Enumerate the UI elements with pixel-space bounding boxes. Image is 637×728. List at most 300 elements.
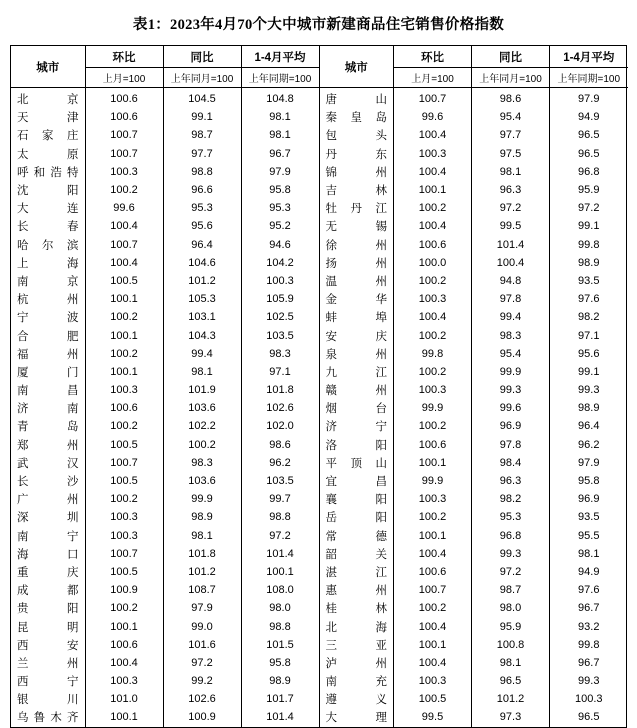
cell-city: 济 南 bbox=[17, 403, 79, 416]
cell-avg: 98.9 bbox=[550, 254, 628, 272]
cell-avg: 102.6 bbox=[241, 399, 319, 417]
table-row bbox=[11, 563, 319, 581]
cell-avg: 95.3 bbox=[241, 199, 319, 217]
cell-yoy: 97.9 bbox=[163, 599, 241, 617]
table-row bbox=[320, 672, 628, 690]
table-right bbox=[320, 46, 628, 727]
cell-yoy: 104.6 bbox=[163, 254, 241, 272]
cell-avg: 97.2 bbox=[550, 199, 628, 217]
cell-mom: 100.3 bbox=[85, 672, 163, 690]
cell-mom: 100.4 bbox=[394, 654, 472, 672]
table-row bbox=[11, 363, 319, 381]
cell-avg: 98.6 bbox=[241, 436, 319, 454]
cell-city: 长 春 bbox=[17, 221, 79, 234]
table-row bbox=[11, 290, 319, 308]
cell-yoy: 99.2 bbox=[163, 672, 241, 690]
cell-yoy: 102.2 bbox=[163, 417, 241, 435]
cell-avg: 101.4 bbox=[241, 708, 319, 726]
cell-mom: 100.1 bbox=[85, 363, 163, 381]
cell-avg: 93.2 bbox=[550, 617, 628, 635]
cell-city: 秦 皇 岛 bbox=[325, 112, 387, 125]
cell-mom: 100.1 bbox=[85, 708, 163, 726]
cell-yoy: 95.4 bbox=[472, 345, 550, 363]
cell-avg: 98.3 bbox=[241, 345, 319, 363]
table-right-body bbox=[320, 88, 628, 727]
cell-city: 襄 阳 bbox=[325, 494, 387, 507]
cell-mom: 100.6 bbox=[394, 236, 472, 254]
cell-mom: 100.4 bbox=[85, 254, 163, 272]
table-row bbox=[11, 217, 319, 235]
table-row bbox=[320, 345, 628, 363]
cell-avg: 98.1 bbox=[241, 126, 319, 144]
cell-avg: 95.8 bbox=[241, 181, 319, 199]
cell-city: 长 沙 bbox=[17, 476, 79, 489]
cell-yoy: 99.9 bbox=[163, 490, 241, 508]
table-row bbox=[11, 599, 319, 617]
cell-mom: 100.2 bbox=[85, 345, 163, 363]
cell-yoy: 100.4 bbox=[472, 254, 550, 272]
cell-yoy: 103.6 bbox=[163, 472, 241, 490]
cell-mom: 100.2 bbox=[394, 199, 472, 217]
cell-mom: 100.4 bbox=[394, 545, 472, 563]
table-row bbox=[320, 472, 628, 490]
cell-yoy: 99.4 bbox=[163, 345, 241, 363]
cell-avg: 101.8 bbox=[241, 381, 319, 399]
cell-yoy: 97.5 bbox=[472, 145, 550, 163]
cell-city: 南 宁 bbox=[17, 530, 79, 543]
cell-mom: 100.3 bbox=[394, 145, 472, 163]
cell-yoy: 98.3 bbox=[163, 454, 241, 472]
cell-yoy: 96.3 bbox=[472, 181, 550, 199]
table-row bbox=[11, 490, 319, 508]
cell-yoy: 104.3 bbox=[163, 326, 241, 344]
column-group-mom: 环比 bbox=[85, 46, 163, 68]
cell-mom: 100.2 bbox=[394, 363, 472, 381]
cell-yoy: 101.2 bbox=[472, 690, 550, 708]
cell-avg: 103.5 bbox=[241, 472, 319, 490]
cell-mom: 100.6 bbox=[85, 108, 163, 126]
table-row bbox=[11, 236, 319, 254]
table-left-head bbox=[11, 46, 319, 88]
cell-city: 温 州 bbox=[325, 275, 387, 288]
cell-city: 上 海 bbox=[17, 257, 79, 270]
cell-avg: 99.3 bbox=[550, 672, 628, 690]
cell-avg: 95.2 bbox=[241, 217, 319, 235]
cell-yoy: 96.6 bbox=[163, 181, 241, 199]
cell-avg: 101.5 bbox=[241, 636, 319, 654]
cell-mom: 100.4 bbox=[394, 163, 472, 181]
table-left bbox=[11, 46, 320, 727]
cell-avg: 103.5 bbox=[241, 326, 319, 344]
cell-avg: 98.1 bbox=[241, 108, 319, 126]
cell-mom: 100.6 bbox=[85, 636, 163, 654]
table-row bbox=[11, 399, 319, 417]
cell-mom: 100.1 bbox=[85, 290, 163, 308]
table-row bbox=[11, 581, 319, 599]
cell-mom: 100.4 bbox=[394, 308, 472, 326]
table-row bbox=[320, 363, 628, 381]
cell-yoy: 98.0 bbox=[472, 599, 550, 617]
cell-yoy: 98.6 bbox=[472, 88, 550, 109]
table-row bbox=[320, 454, 628, 472]
cell-yoy: 101.4 bbox=[472, 236, 550, 254]
cell-avg: 105.9 bbox=[241, 290, 319, 308]
cell-city: 银 川 bbox=[17, 694, 79, 707]
cell-avg: 96.7 bbox=[550, 599, 628, 617]
table-row bbox=[320, 163, 628, 181]
table-row bbox=[11, 508, 319, 526]
cell-yoy: 101.9 bbox=[163, 381, 241, 399]
table-row bbox=[320, 545, 628, 563]
table-row bbox=[320, 108, 628, 126]
table-row bbox=[320, 654, 628, 672]
cell-city: 泉 州 bbox=[325, 348, 387, 361]
cell-mom: 100.7 bbox=[85, 236, 163, 254]
cell-yoy: 101.6 bbox=[163, 636, 241, 654]
cell-city: 贵 阳 bbox=[17, 603, 79, 616]
cell-mom: 100.7 bbox=[394, 581, 472, 599]
table-row bbox=[11, 254, 319, 272]
cell-mom: 100.3 bbox=[394, 490, 472, 508]
cell-yoy: 97.2 bbox=[163, 654, 241, 672]
cell-mom: 100.5 bbox=[85, 563, 163, 581]
cell-mom: 101.0 bbox=[85, 690, 163, 708]
page-title: 表1：2023年4月70个大中城市新建商品住宅销售价格指数 bbox=[132, 17, 505, 33]
table-row bbox=[11, 527, 319, 545]
table-row bbox=[320, 617, 628, 635]
cell-mom: 99.9 bbox=[394, 472, 472, 490]
cell-mom: 100.1 bbox=[394, 527, 472, 545]
cell-yoy: 98.3 bbox=[472, 326, 550, 344]
column-base-yoy: 上年同月=100 bbox=[163, 68, 241, 88]
table-row bbox=[11, 108, 319, 126]
cell-avg: 97.6 bbox=[550, 581, 628, 599]
cell-mom: 99.6 bbox=[85, 199, 163, 217]
cell-avg: 97.2 bbox=[241, 527, 319, 545]
cell-mom: 100.7 bbox=[85, 454, 163, 472]
cell-mom: 100.5 bbox=[85, 436, 163, 454]
cell-avg: 95.6 bbox=[550, 345, 628, 363]
cell-mom: 99.8 bbox=[394, 345, 472, 363]
cell-yoy: 97.8 bbox=[472, 436, 550, 454]
table-left-body bbox=[11, 88, 319, 727]
table-row bbox=[11, 436, 319, 454]
cell-avg: 94.9 bbox=[550, 563, 628, 581]
cell-avg: 95.9 bbox=[550, 181, 628, 199]
cell-avg: 98.8 bbox=[241, 508, 319, 526]
cell-yoy: 99.0 bbox=[163, 617, 241, 635]
cell-city: 南 京 bbox=[17, 275, 79, 288]
cell-city: 合 肥 bbox=[17, 330, 79, 343]
cell-avg: 97.6 bbox=[550, 290, 628, 308]
cell-mom: 100.3 bbox=[394, 381, 472, 399]
cell-mom: 100.3 bbox=[85, 163, 163, 181]
cell-city: 青 岛 bbox=[17, 421, 79, 434]
cell-avg: 96.2 bbox=[550, 436, 628, 454]
column-header-city: 城市 bbox=[320, 46, 394, 88]
table-row bbox=[11, 654, 319, 672]
cell-avg: 101.7 bbox=[241, 690, 319, 708]
cell-yoy: 103.1 bbox=[163, 308, 241, 326]
column-group-avg: 1-4月平均 bbox=[241, 46, 319, 68]
cell-city: 天 津 bbox=[17, 112, 79, 125]
cell-city: 金 华 bbox=[325, 294, 387, 307]
table-row bbox=[320, 326, 628, 344]
cell-city: 常 德 bbox=[325, 530, 387, 543]
table-row bbox=[320, 417, 628, 435]
table-row bbox=[11, 472, 319, 490]
table-row bbox=[320, 599, 628, 617]
cell-yoy: 97.7 bbox=[163, 145, 241, 163]
cell-mom: 99.6 bbox=[394, 108, 472, 126]
cell-avg: 104.8 bbox=[241, 88, 319, 109]
table-row bbox=[320, 88, 628, 109]
cell-city: 宁 波 bbox=[17, 312, 79, 325]
table-row bbox=[320, 527, 628, 545]
cell-mom: 100.2 bbox=[394, 508, 472, 526]
cell-mom: 100.7 bbox=[85, 145, 163, 163]
column-base-yoy: 上年同月=100 bbox=[472, 68, 550, 88]
cell-avg: 104.2 bbox=[241, 254, 319, 272]
cell-avg: 96.7 bbox=[241, 145, 319, 163]
table-row bbox=[320, 436, 628, 454]
cell-mom: 100.3 bbox=[85, 527, 163, 545]
table-row bbox=[320, 254, 628, 272]
cell-city: 湛 江 bbox=[325, 566, 387, 579]
table-row bbox=[320, 236, 628, 254]
cell-avg: 99.1 bbox=[550, 217, 628, 235]
table-row bbox=[11, 454, 319, 472]
cell-avg: 94.6 bbox=[241, 236, 319, 254]
cell-avg: 94.9 bbox=[550, 108, 628, 126]
cell-avg: 93.5 bbox=[550, 272, 628, 290]
cell-mom: 100.4 bbox=[394, 217, 472, 235]
column-group-yoy: 同比 bbox=[163, 46, 241, 68]
table-row bbox=[11, 636, 319, 654]
cell-yoy: 105.3 bbox=[163, 290, 241, 308]
cell-mom: 100.7 bbox=[85, 545, 163, 563]
cell-yoy: 95.3 bbox=[163, 199, 241, 217]
cell-avg: 98.9 bbox=[241, 672, 319, 690]
table-row bbox=[320, 381, 628, 399]
cell-avg: 100.1 bbox=[241, 563, 319, 581]
table-row bbox=[11, 545, 319, 563]
cell-yoy: 99.4 bbox=[472, 308, 550, 326]
cell-city: 遵 义 bbox=[325, 694, 387, 707]
cell-avg: 96.7 bbox=[550, 654, 628, 672]
cell-mom: 99.9 bbox=[394, 399, 472, 417]
cell-city: 郑 州 bbox=[17, 439, 79, 452]
cell-avg: 100.3 bbox=[550, 690, 628, 708]
cell-yoy: 104.5 bbox=[163, 88, 241, 109]
cell-yoy: 98.2 bbox=[472, 490, 550, 508]
cell-yoy: 98.1 bbox=[472, 163, 550, 181]
cell-avg: 99.1 bbox=[550, 363, 628, 381]
column-group-avg: 1-4月平均 bbox=[550, 46, 628, 68]
price-index-tables bbox=[10, 45, 627, 728]
cell-avg: 96.5 bbox=[550, 145, 628, 163]
cell-city: 重 庆 bbox=[17, 566, 79, 579]
cell-mom: 100.7 bbox=[85, 126, 163, 144]
cell-mom: 100.2 bbox=[394, 326, 472, 344]
cell-avg: 99.8 bbox=[550, 636, 628, 654]
table-row bbox=[11, 708, 319, 726]
cell-city: 呼和浩特 bbox=[17, 166, 79, 179]
table-row bbox=[320, 217, 628, 235]
cell-avg: 98.8 bbox=[241, 617, 319, 635]
cell-yoy: 98.7 bbox=[472, 581, 550, 599]
cell-mom: 100.1 bbox=[85, 617, 163, 635]
column-group-yoy: 同比 bbox=[472, 46, 550, 68]
cell-yoy: 99.9 bbox=[472, 363, 550, 381]
cell-city: 哈 尔 滨 bbox=[17, 239, 79, 252]
cell-mom: 100.2 bbox=[394, 599, 472, 617]
table-row bbox=[320, 199, 628, 217]
cell-city: 包 头 bbox=[325, 130, 387, 143]
cell-yoy: 100.2 bbox=[163, 436, 241, 454]
cell-yoy: 108.7 bbox=[163, 581, 241, 599]
table-row bbox=[320, 272, 628, 290]
table-row bbox=[320, 490, 628, 508]
cell-mom: 100.2 bbox=[85, 308, 163, 326]
table-row bbox=[11, 381, 319, 399]
cell-city: 安 庆 bbox=[325, 330, 387, 343]
cell-avg: 95.8 bbox=[550, 472, 628, 490]
cell-yoy: 97.3 bbox=[472, 708, 550, 726]
cell-mom: 100.1 bbox=[394, 636, 472, 654]
cell-mom: 100.2 bbox=[85, 599, 163, 617]
cell-city: 赣 州 bbox=[325, 385, 387, 398]
table-row bbox=[11, 145, 319, 163]
cell-mom: 100.5 bbox=[85, 272, 163, 290]
cell-city: 大 理 bbox=[325, 712, 387, 725]
cell-mom: 100.2 bbox=[394, 417, 472, 435]
table-row bbox=[11, 181, 319, 199]
cell-mom: 99.5 bbox=[394, 708, 472, 726]
table-row bbox=[320, 581, 628, 599]
cell-avg: 98.9 bbox=[550, 399, 628, 417]
cell-mom: 100.5 bbox=[394, 690, 472, 708]
cell-yoy: 103.6 bbox=[163, 399, 241, 417]
cell-yoy: 96.4 bbox=[163, 236, 241, 254]
cell-yoy: 102.6 bbox=[163, 690, 241, 708]
cell-avg: 97.9 bbox=[241, 163, 319, 181]
cell-yoy: 96.8 bbox=[472, 527, 550, 545]
cell-mom: 100.2 bbox=[394, 272, 472, 290]
cell-city: 北 海 bbox=[325, 621, 387, 634]
cell-mom: 100.3 bbox=[85, 381, 163, 399]
cell-yoy: 98.1 bbox=[472, 654, 550, 672]
cell-yoy: 96.3 bbox=[472, 472, 550, 490]
cell-mom: 100.6 bbox=[394, 436, 472, 454]
cell-mom: 100.4 bbox=[394, 617, 472, 635]
cell-avg: 97.9 bbox=[550, 88, 628, 109]
cell-avg: 99.3 bbox=[550, 381, 628, 399]
cell-avg: 96.4 bbox=[550, 417, 628, 435]
cell-city: 牡 丹 江 bbox=[325, 203, 387, 216]
cell-city: 石 家 庄 bbox=[17, 130, 79, 143]
table-row bbox=[320, 308, 628, 326]
table-row bbox=[320, 636, 628, 654]
cell-mom: 100.2 bbox=[85, 417, 163, 435]
table-row bbox=[320, 181, 628, 199]
cell-yoy: 98.1 bbox=[163, 363, 241, 381]
table-row bbox=[11, 308, 319, 326]
table-row bbox=[11, 617, 319, 635]
cell-avg: 101.4 bbox=[241, 545, 319, 563]
cell-yoy: 101.8 bbox=[163, 545, 241, 563]
table-row bbox=[320, 145, 628, 163]
table-row bbox=[11, 88, 319, 109]
cell-yoy: 99.3 bbox=[472, 545, 550, 563]
cell-avg: 99.7 bbox=[241, 490, 319, 508]
table-row bbox=[320, 508, 628, 526]
cell-yoy: 98.9 bbox=[163, 508, 241, 526]
cell-city: 泸 州 bbox=[325, 657, 387, 670]
table-row bbox=[11, 126, 319, 144]
cell-city: 蚌 埠 bbox=[325, 312, 387, 325]
cell-avg: 96.9 bbox=[550, 490, 628, 508]
cell-city: 南 昌 bbox=[17, 385, 79, 398]
cell-avg: 96.2 bbox=[241, 454, 319, 472]
cell-yoy: 94.8 bbox=[472, 272, 550, 290]
cell-mom: 100.3 bbox=[85, 508, 163, 526]
cell-city: 洛 阳 bbox=[325, 439, 387, 452]
cell-avg: 98.2 bbox=[550, 308, 628, 326]
table-row bbox=[320, 563, 628, 581]
cell-city: 宜 昌 bbox=[325, 476, 387, 489]
cell-city: 扬 州 bbox=[325, 257, 387, 270]
cell-mom: 100.4 bbox=[85, 654, 163, 672]
table-row bbox=[11, 345, 319, 363]
cell-city: 吉 林 bbox=[325, 185, 387, 198]
cell-mom: 100.1 bbox=[85, 326, 163, 344]
cell-mom: 100.6 bbox=[85, 399, 163, 417]
table-right-head bbox=[320, 46, 628, 88]
cell-avg: 100.3 bbox=[241, 272, 319, 290]
cell-avg: 96.8 bbox=[550, 163, 628, 181]
column-base-mom: 上月=100 bbox=[85, 68, 163, 88]
cell-avg: 102.5 bbox=[241, 308, 319, 326]
cell-yoy: 95.3 bbox=[472, 508, 550, 526]
cell-city: 海 口 bbox=[17, 548, 79, 561]
cell-city: 深 圳 bbox=[17, 512, 79, 525]
cell-mom: 100.6 bbox=[394, 563, 472, 581]
cell-yoy: 96.9 bbox=[472, 417, 550, 435]
cell-city: 无 锡 bbox=[325, 221, 387, 234]
cell-city: 厦 门 bbox=[17, 366, 79, 379]
cell-city: 徐 州 bbox=[325, 239, 387, 252]
cell-avg: 95.5 bbox=[550, 527, 628, 545]
cell-mom: 100.3 bbox=[394, 290, 472, 308]
cell-yoy: 97.2 bbox=[472, 563, 550, 581]
cell-avg: 99.8 bbox=[550, 236, 628, 254]
cell-mom: 100.6 bbox=[85, 88, 163, 109]
table-row bbox=[11, 272, 319, 290]
cell-yoy: 98.7 bbox=[163, 126, 241, 144]
cell-yoy: 101.2 bbox=[163, 563, 241, 581]
cell-mom: 100.5 bbox=[85, 472, 163, 490]
cell-city: 杭 州 bbox=[17, 294, 79, 307]
cell-city: 平 顶 山 bbox=[325, 457, 387, 470]
cell-avg: 93.5 bbox=[550, 508, 628, 526]
cell-yoy: 100.8 bbox=[472, 636, 550, 654]
cell-city: 沈 阳 bbox=[17, 185, 79, 198]
cell-mom: 100.2 bbox=[85, 181, 163, 199]
cell-yoy: 98.8 bbox=[163, 163, 241, 181]
cell-avg: 97.1 bbox=[241, 363, 319, 381]
column-group-mom: 环比 bbox=[394, 46, 472, 68]
